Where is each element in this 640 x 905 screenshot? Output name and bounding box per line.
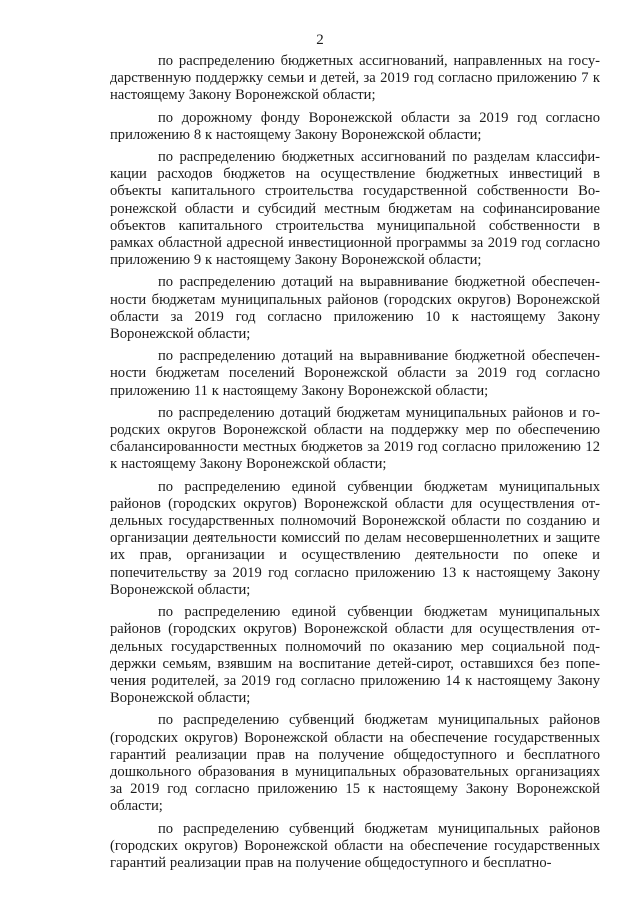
paragraph: по распределению дотаций бюджетам муниципальных районов и городских округов Воронежской области на поддержку мер по обеспечению сбалансированности местных бюджетов за 2019 год согласно приложению 12 к настоящему Закону Воронежской области;: [110, 404, 600, 473]
paragraph: по распределению единой субвенции бюджетам муниципальных районов (городских округов) Воронежской области для осуществления отдельных государственных полномочий Воронежской области по созданию и организации деятельности комиссий по делам несовершеннолетних и защите их прав, организации и осуществлению деятельности по опеке и попечительству за 2019 год согласно приложению 13 к настоящему Закону Воронежской области;: [110, 478, 600, 598]
paragraph: по дорожному фонду Воронежской области за 2019 год согласно приложению 8 к настоящему Закону Воронежской области;: [110, 109, 600, 143]
paragraph: по распределению дотаций на выравнивание бюджетной обеспеченности бюджетам муниципальных районов (городских округов) Воронежской области за 2019 год согласно приложению 10 к настоящему Закону Воронежской области;: [110, 274, 600, 343]
paragraph: по распределению бюджетных ассигнований по разделам классификации расходов бюджетов на осуществление бюджетных инвестиций в объекты капитального строительства государственной собственности Воронежской области и субсидий местным бюджетам на софинансирование объектов капитального строительства муниципальной собственности в рамках областной адресной инвестиционной программы за 2019 год согласно приложению 9 к настоящему Закону Воронежской области;: [110, 149, 600, 269]
paragraph: по распределению единой субвенции бюджетам муниципальных районов (городских округов) Воронежской области для осуществления отдельных государственных полномочий по оказанию мер социальной поддержки семьям, взявшим на воспитание детей-сирот, оставшихся без попечения родителей, за 2019 год согласно приложению 14 к настоящему Закону Воронежской области;: [110, 604, 600, 707]
paragraph: по распределению субвенций бюджетам муниципальных районов (городских округов) Воронежской области на обеспечение государственных гарантий реализации прав на получение общедоступного и бесплатного дошкольного образования в муниципальных образовательных организациях за 2019 год согласно приложению 15 к настоящему Закону Воронежской области;: [110, 712, 600, 815]
paragraph: по распределению субвенций бюджетам муниципальных районов (городских округов) Воронежской области на обеспечение государственных гарантий реализации прав на получение общедоступного и бесплатно-: [110, 820, 600, 871]
paragraph: по распределению бюджетных ассигнований, направленных на государственную поддержку семьи и детей, за 2019 год согласно приложению 7 к настоящему Закону Воронежской области;: [110, 53, 600, 104]
page-number: 2: [316, 32, 324, 48]
paragraph: по распределению дотаций на выравнивание бюджетной обеспеченности бюджетам поселений Воронежской области за 2019 год согласно приложению 11 к настоящему Закону Воронежской области;: [110, 348, 600, 399]
document-body: [110, 53, 600, 877]
